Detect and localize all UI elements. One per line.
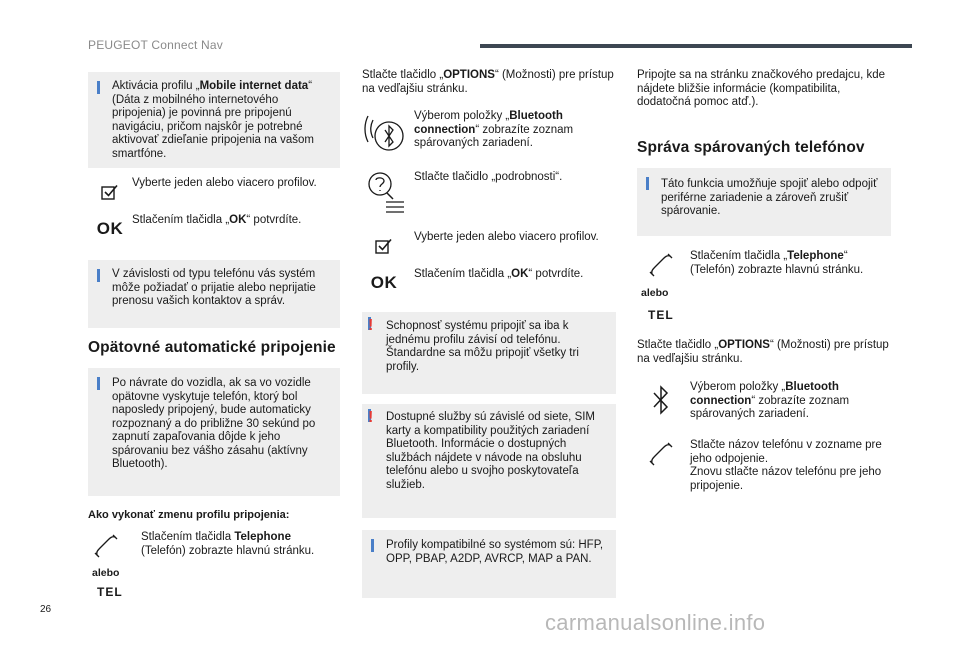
manual-title: PEUGEOT Connect Nav <box>88 38 223 52</box>
info-box-mobile-data: Aktivácia profilu „Mobile internet data“ (Dáta z mobilného internetového pripojenia) je povinná pre pripojenú navigáciu, pričom najskôr je potrebné aktivovať zdieľanie pripojenia na vašom smartfóne. <box>88 72 340 168</box>
warning-box-profile: ! Schopnosť systému pripojiť sa iba k jednému profilu závisí od telefónu. Štandardne sa môžu pripojiť všetky tri profily. <box>362 312 616 394</box>
info-marker <box>371 539 374 552</box>
step-telephone-2: Stlačením tlačidla „Telephone“ (Telefón) zobrazte hlavnú stránku. <box>690 250 864 276</box>
step-bluetooth-connection-2: Výberom položky „Bluetooth connection“ zobrazíte zoznam spárovaných zariadení. <box>690 381 850 420</box>
phone-icon <box>647 441 683 471</box>
ok-icon: OK <box>370 273 398 292</box>
info-box-profiles: Profily kompatibilné so systémom sú: HFP, OPP, PBAP, A2DP, AVRCP, MAP a PAN. <box>362 530 616 598</box>
step-select-profiles: Vyberte jeden alebo viacero profilov. <box>88 175 340 209</box>
change-profile-label: Ako vykonať zmenu profilu pripojenia: <box>88 509 290 521</box>
step-phone-name: Stlačte názov telefónu v zozname pre jeho odpojenie. Znovu stlačte názov telefónu pre jeho pripojenie. <box>690 439 882 492</box>
checkbox-icon <box>362 229 406 263</box>
phone-icon <box>92 533 128 563</box>
page-number: 26 <box>40 604 52 615</box>
tel-icon: TEL <box>97 585 123 599</box>
step-select-profiles-2: Vyberte jeden alebo viacero profilov. <box>362 229 614 263</box>
tel-icon: TEL <box>648 308 674 322</box>
step-telephone: Stlačením tlačidla Telephone (Telefón) zobrazte hlavnú stránku. <box>141 531 315 557</box>
info-box-disconnect: Táto funkcia umožňuje spojiť alebo odpojiť periférne zariadenie a zároveň zrušiť spárovanie. <box>637 168 891 236</box>
bluetooth-icon <box>650 384 674 418</box>
info-box-auto-reconnect: Po návrate do vozidla, ak sa vo vozidle opätovne vyskytuje telefón, ktorý bol naposledy pripojený, bude automaticky rozpoznaný a do približne 30 sekúnd po zapnutí zapaľovania dôjde k jeho spárovaniu bez vášho zásahu (aktívny Bluetooth). <box>88 368 340 496</box>
step-bluetooth-connection: Výberom položky „Bluetooth connection“ zobrazíte zoznam spárovaných zariadení. <box>414 110 574 149</box>
section-heading-manage-phones: Správa spárovaných telefónov <box>637 139 865 156</box>
watermark: carmanualsonline.info <box>545 610 766 635</box>
step-confirm-ok-2: OK Stlačením tlačidla „OK“ potvrdíte. <box>362 266 614 300</box>
warning-icon: ! <box>368 317 374 334</box>
dealer-intro: Pripojte sa na stránku značkového predajcu, kde nájdete bližšie informácie (kompatibilita, dodatočná pomoc atď.). <box>637 69 886 108</box>
info-marker <box>646 177 649 190</box>
options-intro-2: Stlačte tlačidlo „OPTIONS“ (Možnosti) pre prístup na vedľajšiu stránku. <box>637 339 889 365</box>
step-confirm-ok: OK Stlačením tlačidla „OK“ potvrdíte. <box>88 212 340 246</box>
ok-icon: OK <box>96 219 124 238</box>
info-marker <box>97 81 100 94</box>
options-intro: Stlačte tlačidlo „OPTIONS“ (Možnosti) pre prístup na vedľajšiu stránku. <box>362 69 614 95</box>
phone-icon <box>647 252 683 282</box>
checkbox-icon <box>88 175 132 209</box>
bluetooth-touch-icon <box>362 108 408 158</box>
alebo-label: alebo <box>641 287 669 299</box>
warning-icon: ! <box>368 409 374 426</box>
section-heading-auto-reconnect: Opätovné automatické pripojenie <box>88 339 336 356</box>
warning-box-services: ! Dostupné služby sú závislé od siete, SIM karty a kompatibility použitých zariadení Bluetooth. Informácie o dostupných službách nájdete v návode na obsluhu telefónu alebo u svojho poskytovateľa služieb. <box>362 404 616 518</box>
header-bar <box>480 44 912 48</box>
step-details: Stlačte tlačidlo „podrobnosti“. <box>414 171 563 183</box>
info-box-contacts: V závislosti od typu telefónu vás systém môže požiadať o prijatie alebo neprijatie prenosu vašich kontaktov a správ. <box>88 260 340 328</box>
details-icon <box>364 168 408 216</box>
info-marker <box>97 269 100 282</box>
info-marker <box>97 377 100 390</box>
alebo-label: alebo <box>92 567 120 579</box>
